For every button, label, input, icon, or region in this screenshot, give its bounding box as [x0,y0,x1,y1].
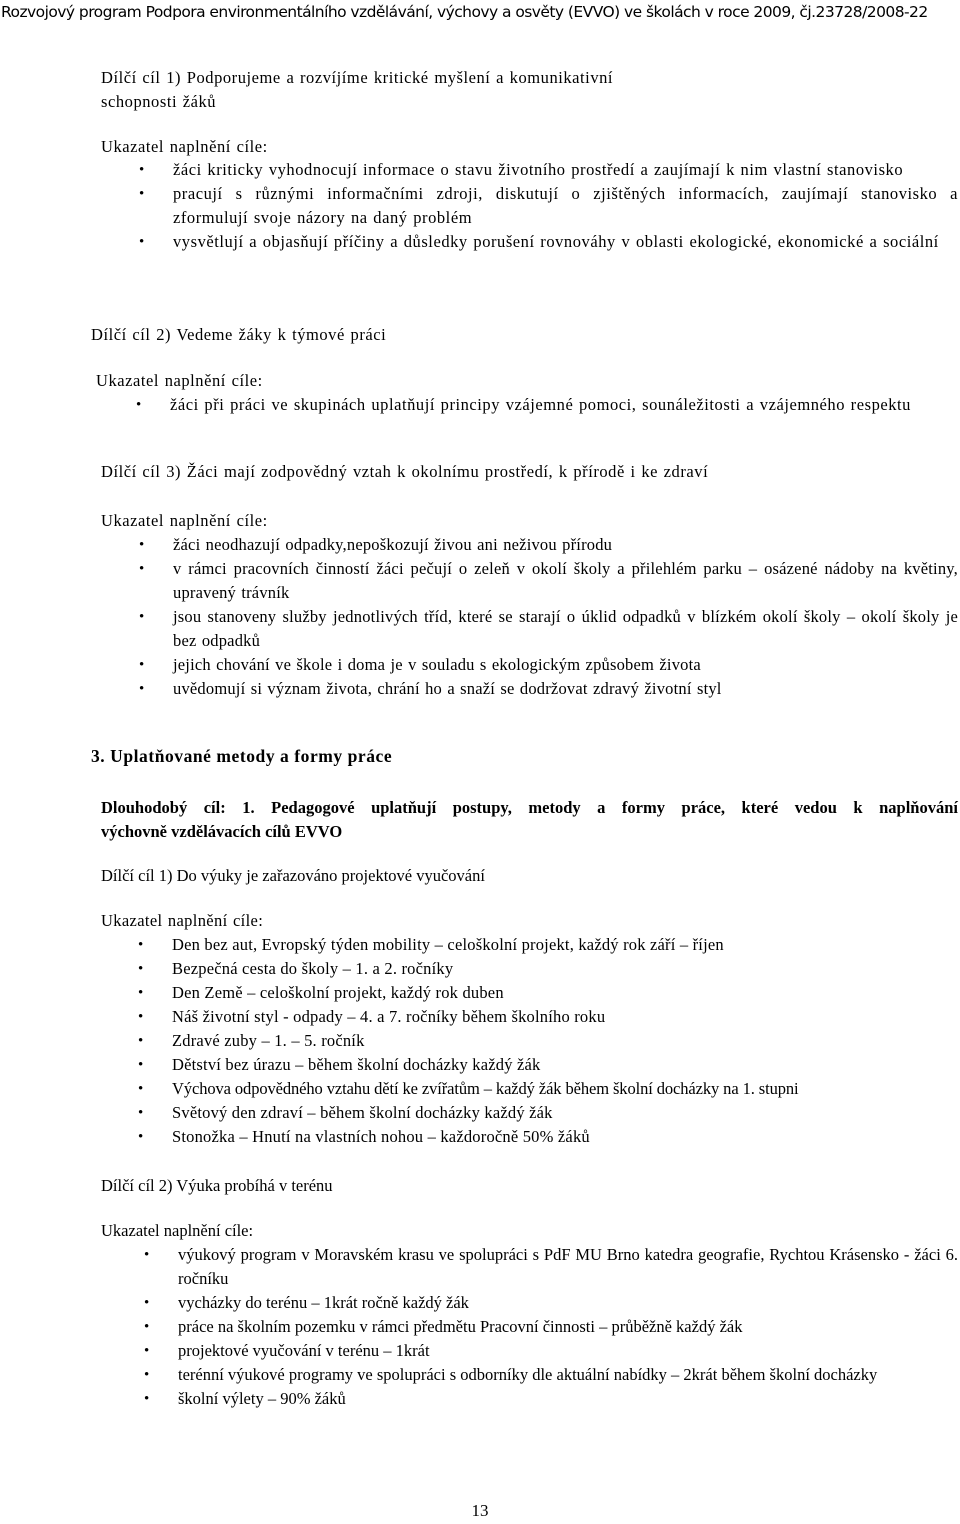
list-item: • v rámci pracovních činností žáci pečují o zeleň v okolí školy a přilehlém parku – osázené nádoby na květiny, upravený trávník [173,557,958,605]
goal-title [101,66,613,114]
list-item: • Stonožka – Hnutí na vlastních nohou – každoročně 50% žáků [172,1125,958,1149]
indicator-list [170,393,956,417]
list-item: • žáci při práci ve skupinách uplatňují principy vzájemné pomoci, sounáležitosti a vzájemného respektu [170,393,956,417]
indicator-label: Ukazatel naplnění cíle: [101,911,264,930]
list-item: • Den bez aut, Evropský týden mobility – celoškolní projekt, každý rok září – říjen [172,933,958,957]
indicator-list [173,533,958,701]
list-item: • jsou stanoveny služby jednotlivých tříd, které se starají o úklid odpadků v blízkém okolí školy – okolí školy je bez odpadků [173,605,958,653]
list-item: • jejich chování ve škole i doma je v souladu s ekologickým způsobem života [173,653,958,677]
list-item: • žáci kriticky vyhodnocují informace o stavu životního prostředí a zaujímají k nim vlastní stanovisko [173,158,958,182]
list-item: • Dětství bez úrazu – během školní docházky každý žák [172,1053,958,1077]
list-item: • terénní výukové programy ve spolupráci s odborníky dle aktuální nabídky – 2krát během školní docházky [178,1363,958,1387]
list-item: • Výchova odpovědného vztahu dětí ke zvířatům – každý žák během školní docházky na 1. stupni [172,1077,958,1101]
goal-title: Dílčí cíl 3) Žáci mají zodpovědný vztah k okolnímu prostředí, k přírodě i ke zdraví [101,462,709,481]
goal-title: Dílčí cíl 1) Do výuky je zařazováno projektové vyučování [101,866,485,885]
indicator-list [178,1243,958,1411]
goal-title: Dílčí cíl 2) Vedeme žáky k týmové práci [91,325,387,344]
list-item: • pracují s různými informačními zdroji, diskutují o zjištěných informacích, zaujímají stanovisko a zformulují svoje názory na daný problém [173,182,958,230]
list-item: • školní výlety – 90% žáků [178,1387,958,1411]
long-term-goal-line: Dlouhodobý cíl: 1. Pedagogové uplatňují postupy, metody a formy práce, které vedou k naplňování [101,798,958,817]
section-heading: 3. Uplatňované metody a formy práce [91,746,393,766]
indicator-list [172,933,958,1149]
list-item: • výukový program v Moravském krasu ve spolupráci s PdF MU Brno katedra geografie, Rychtou Krásensko - žáci 6. ročníku [178,1243,958,1291]
list-item: • vycházky do terénu – 1krát ročně každý žák [178,1291,958,1315]
list-item: • Zdravé zuby – 1. – 5. ročník [172,1029,958,1053]
indicator-list [173,158,958,254]
indicator-label: Ukazatel naplnění cíle: [101,511,268,530]
list-item: • Bezpečná cesta do školy – 1. a 2. ročníky [172,957,958,981]
goal-title: Dílčí cíl 2) Výuka probíhá v terénu [101,1176,333,1195]
long-term-goal-line: výchovně vzdělávacích cílů EVVO [101,822,343,841]
list-item: • vysvětlují a objasňují příčiny a důsledky porušení rovnováhy v oblasti ekologické, ekonomické a sociální [173,230,958,254]
list-item: • projektové vyučování v terénu – 1krát [178,1339,958,1363]
indicator-label: Ukazatel naplnění cíle: [101,137,268,156]
list-item: • práce na školním pozemku v rámci předmětu Pracovní činnosti – průběžně každý žák [178,1315,958,1339]
document-header: Rozvojový program Podpora environmentálního vzdělávání, výchovy a osvěty (EVVO) ve školách v roce 2009, čj.23728/2008-22 [1,3,928,21]
indicator-label: Ukazatel naplnění cíle: [101,1221,254,1240]
list-item: • uvědomují si význam života, chrání ho a snaží se dodržovat zdravý životní styl [173,677,958,701]
indicator-label: Ukazatel naplnění cíle: [96,371,263,390]
page-number: 13 [471,1501,489,1520]
long-term-goal [101,796,958,844]
goal-title-line: schopnosti žáků [101,92,217,111]
list-item: • Světový den zdraví – během školní docházky každý žák [172,1101,958,1125]
list-item: • žáci neodhazují odpadky,nepoškozují živou ani neživou přírodu [173,533,958,557]
list-item: • Náš životní styl - odpady – 4. a 7. ročníky během školního roku [172,1005,958,1029]
list-item: • Den Země – celoškolní projekt, každý rok duben [172,981,958,1005]
goal-title-line: Dílčí cíl 1) Podporujeme a rozvíjíme kritické myšlení a komunikativní [101,68,614,87]
